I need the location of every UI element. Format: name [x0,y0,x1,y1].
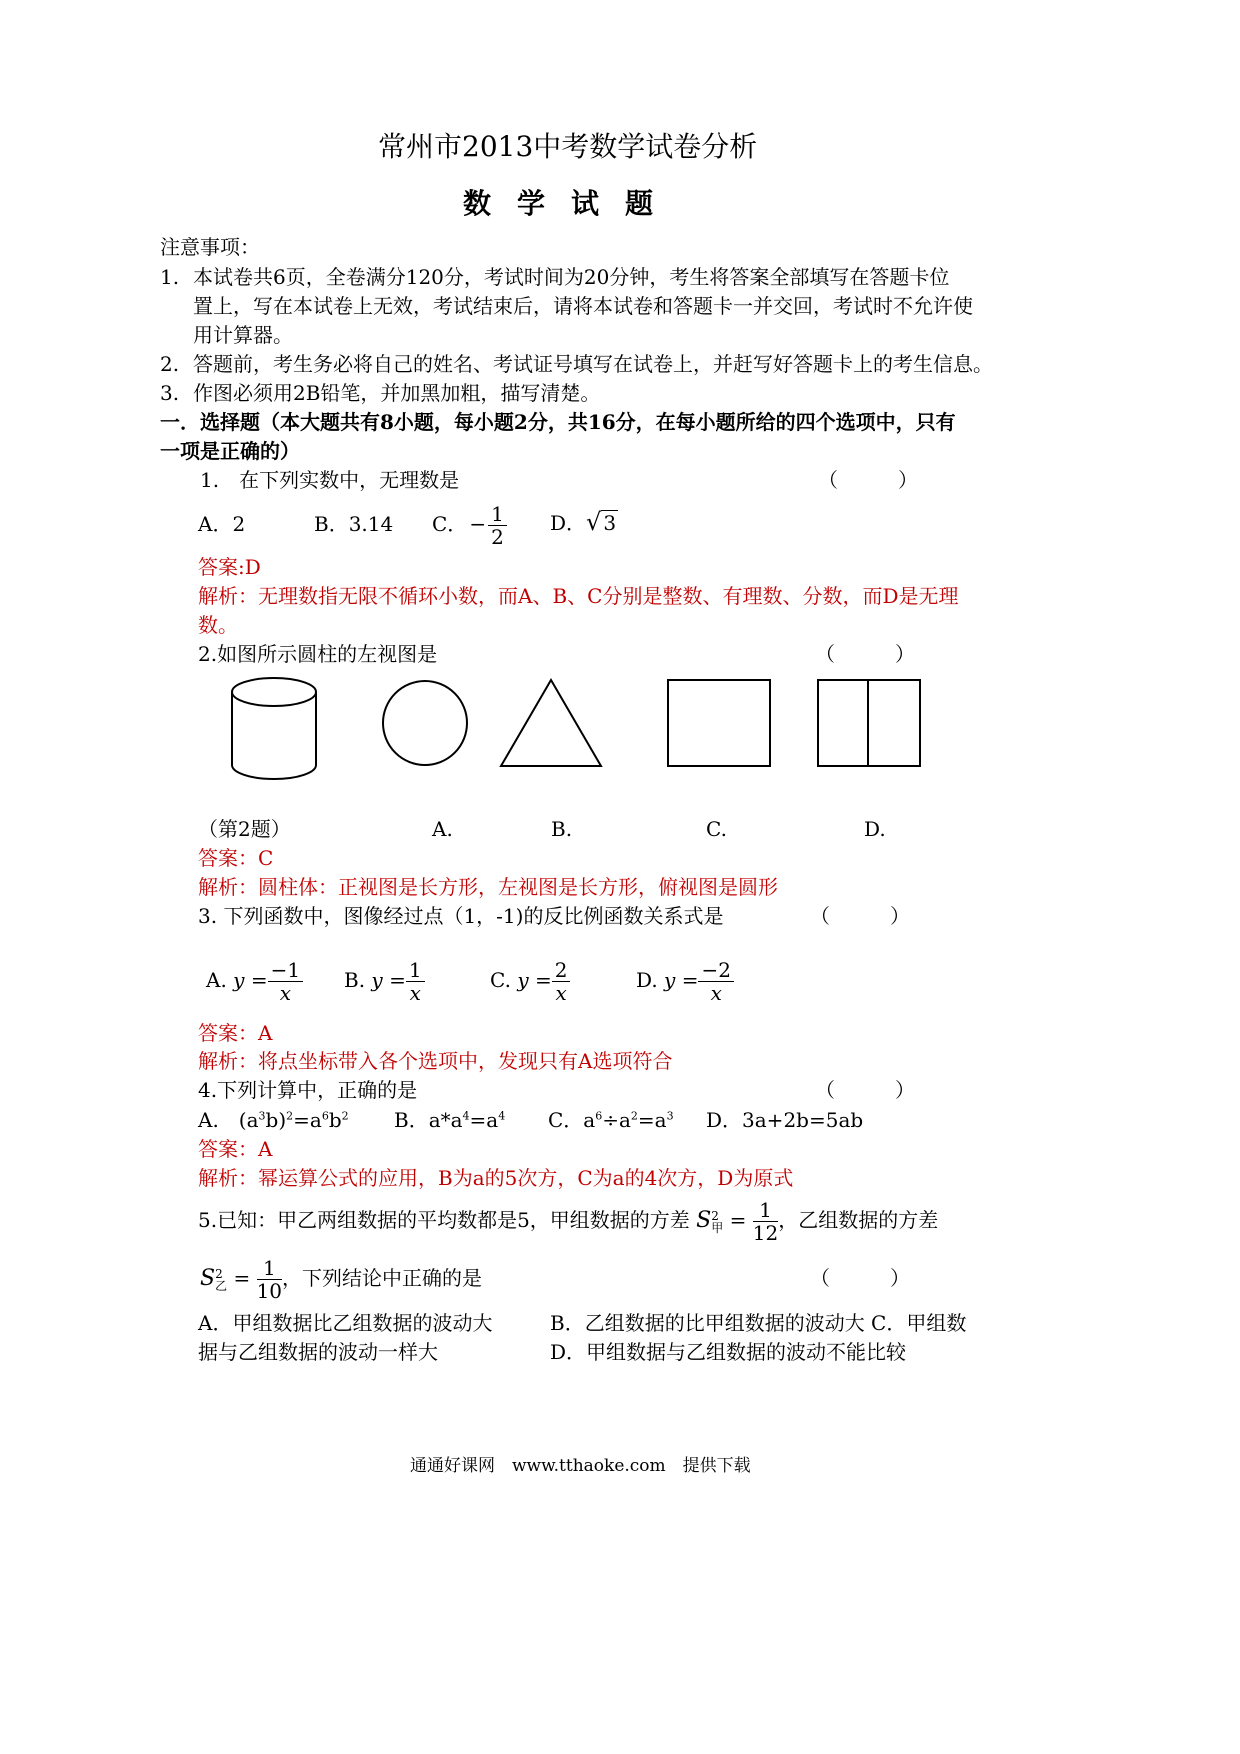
q3-option-a: A. y = $\frac{-1}{x}$ [206,952,303,1008]
q4-option-d: D．3a+2b=5ab [706,1108,864,1132]
q2-label-d: D. [864,817,886,841]
q5-option-a: A．甲组数据比乙组数据的波动大 [198,1311,493,1335]
q1-analysis-line-1: 解析：无理数指无限不循环小数，而A、B、C分别是整数、有理数、分数，而D是无理 [198,584,959,608]
page-subtitle: 数学试题 [463,187,680,220]
option-b-triangle-figure [495,674,607,770]
page-title: 常州市2013中考数学试卷分析 [378,130,758,163]
q2-label-a: A. [432,817,453,841]
notice-2-num: 2. [160,352,180,376]
sqrt-symbol: √ [586,508,602,536]
q4-option-a: A. $(a^3b)^2=a^6b^2$ [198,1108,349,1132]
cylinder-figure [220,670,330,790]
notice-heading: 注意事项： [160,235,260,259]
q4-answer: 答案：A [198,1137,273,1161]
notice-3-num: 3. [160,381,180,405]
q3-answer-bracket: （ ） [810,904,910,928]
q3-answer: 答案：A [198,1021,273,1045]
q5-option-b: B．乙组数据的比甲组数据的波动大 C．甲组数 [550,1311,967,1335]
q2-answer-bracket: （ ） [815,642,915,666]
q1-option-a: A．2 [198,512,246,536]
q1-option-c: C． − $\frac{1}{2}$ [432,498,507,550]
option-d-split-rectangle-figure [814,676,924,771]
notice-1-line-2: 置上，写在本试卷上无效，考试结束后，请将本试卷和答题卡一并交回，考试时不允许使 [193,294,973,318]
q3-option-b: B. y = $\frac{1}{x}$ [344,952,425,1008]
section-1-heading: 一．选择题（本大题共有8小题，每小题2分，共16分，在每小题所给的四个选项中，只有 [160,410,956,434]
q4-option-c: C．$a^6\div a^2=a^3$ [548,1108,674,1132]
q1-answer-bracket: （ ） [818,468,918,492]
q4-answer-bracket: （ ） [815,1078,915,1102]
q5-option-d: D．甲组数据与乙组数据的波动不能比较 [550,1340,907,1364]
q2-label-c: C. [706,817,727,841]
q1-answer: 答案:D [198,555,261,579]
q5-option-c-cont: 据与乙组数据的波动一样大 [198,1340,438,1364]
option-c-rectangle-figure [664,676,774,771]
notice-1-num: 1. [160,265,180,289]
q3-option-c: C. y = $\frac{2}{x}$ [490,952,570,1008]
q1-analysis-line-2: 数。 [198,613,238,637]
q2-analysis: 解析：圆柱体：正视图是长方形，左视图是长方形，俯视图是圆形 [198,875,778,899]
q3-option-d: D. y = $\frac{-2}{x}$ [636,952,734,1008]
q5-answer-bracket: （ ） [810,1266,910,1290]
q1-option-d: D．√ 3 [550,508,617,536]
notice-1-line-1: 本试卷共6页，全卷满分120分，考试时间为20分钟，考生将答案全部填写在答题卡位 [193,265,950,289]
notice-1-line-3: 用计算器。 [193,323,293,347]
q2-stem: 2.如图所示圆柱的左视图是 [198,642,438,666]
notice-3-line-1: 作图必须用2B铅笔，并加黑加粗，描写清楚。 [193,381,601,405]
q1-option-b: B．3.14 [314,512,394,536]
notice-2-line-1: 答题前，考生务必将自己的姓名、考试证号填写在试卷上，并赶写好答题卡上的考生信息。 [193,352,993,376]
q5-stem: 5.已知：甲乙两组数据的平均数都是5，甲组数据的方差 S 2 甲 = $\frac{1}{12}$ ，乙组数据的方差 [198,1198,939,1245]
section-1-heading-cont: 一项是正确的） [160,439,300,463]
q2-label-b: B. [551,817,573,841]
q4-analysis: 解析：幂运算公式的应用，B为a的5次方，C为a的4次方，D为原式 [198,1166,794,1190]
q3-stem: 3. 下列函数中，图像经过点（1，-1)的反比例函数关系式是 [198,904,724,928]
q4-stem: 4.下列计算中，正确的是 [198,1078,418,1102]
option-a-circle-figure [378,676,473,771]
page-footer: 通通好课网 www.tthaoke.com 提供下载 [410,1456,751,1476]
q2-figure-caption: （第2题） [198,817,291,841]
q1-stem: 1. 在下列实数中，无理数是 [200,468,460,492]
q2-answer: 答案：C [198,846,274,870]
q3-analysis: 解析：将点坐标带入各个选项中，发现只有A选项符合 [198,1049,673,1073]
q5-stem-cont: S 2 乙 = $\frac{1}{10}$ ，下列结论中正确的是 [200,1256,483,1303]
q4-option-b: B．$a*a^4=a^4$ [394,1108,506,1132]
